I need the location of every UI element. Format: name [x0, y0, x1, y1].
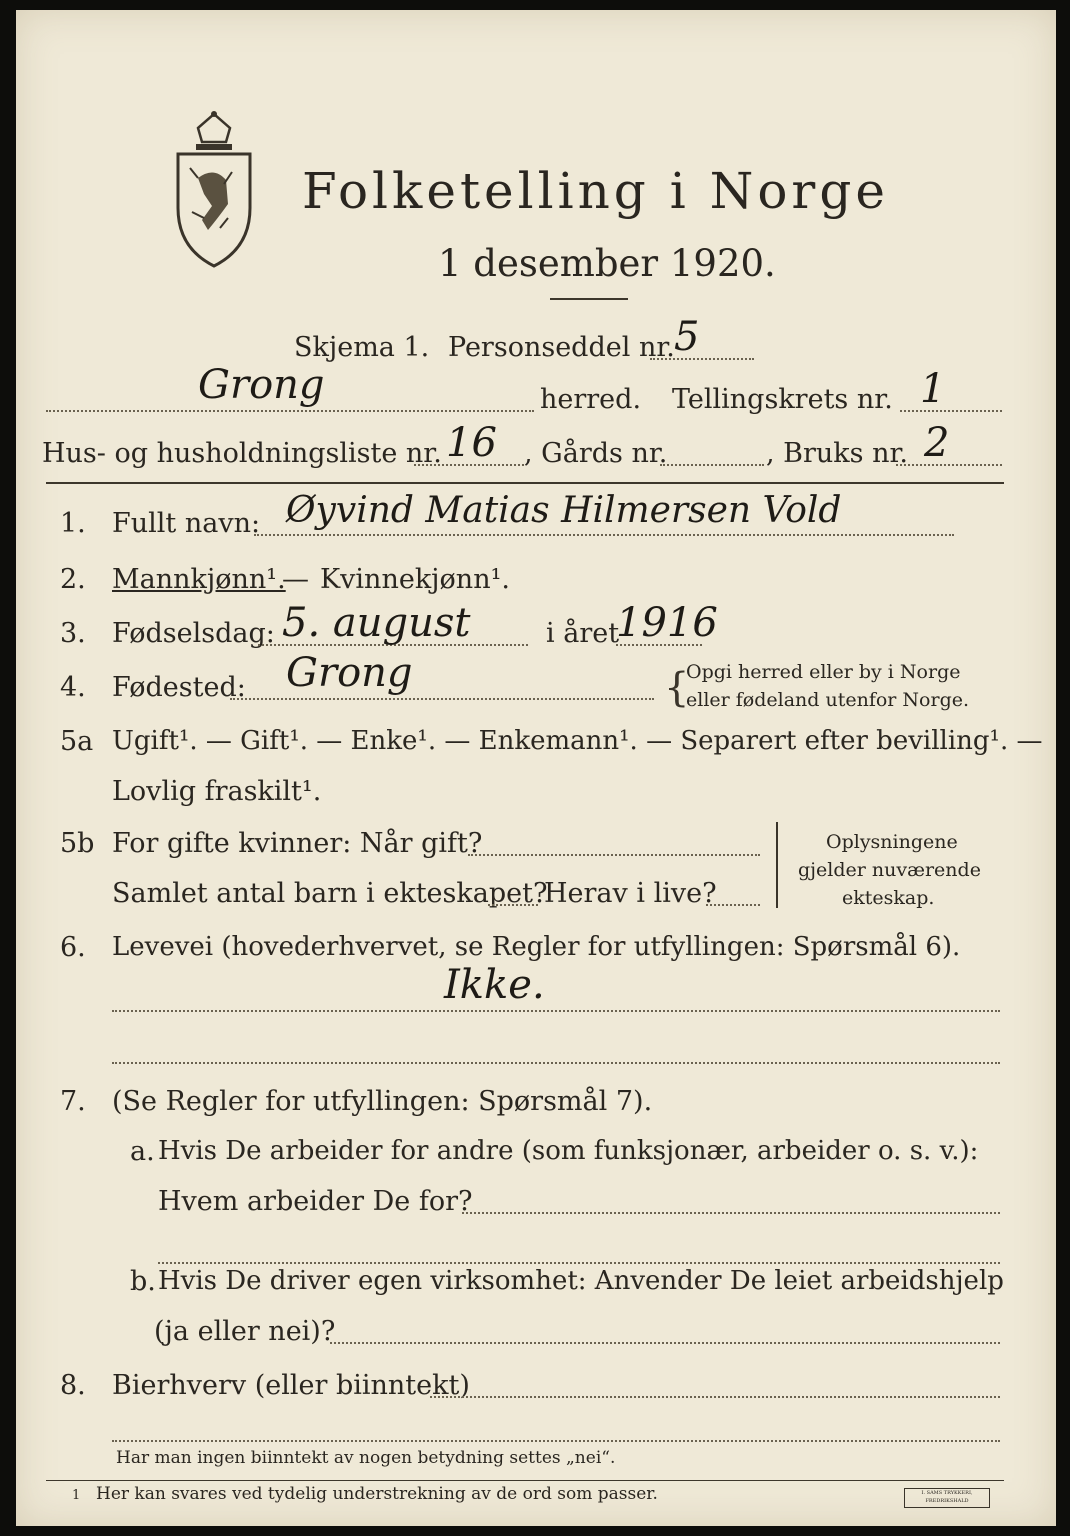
q7b-line-answer	[330, 1342, 1000, 1344]
q7a-line-answer-2	[158, 1262, 1000, 1264]
gards-label: , Gårds nr.	[524, 438, 668, 469]
tellingskrets-value: 1	[920, 366, 946, 412]
q2-female: Kvinnekjønn¹.	[320, 564, 510, 595]
form-title: Folketelling i Norge	[302, 162, 889, 220]
q6-line-1	[112, 1010, 1000, 1012]
q2-number: 2.	[60, 564, 86, 595]
q4-brace: {	[664, 665, 690, 711]
q3-value: 5. august	[282, 600, 471, 646]
q1-line	[254, 534, 954, 536]
q5b-line-2	[488, 904, 538, 906]
q5b-line-1	[468, 854, 760, 856]
q1-number: 1.	[60, 508, 86, 539]
q8-label: Bierhverv (eller biinntekt)	[112, 1370, 470, 1401]
footer-note: Har man ingen biinntekt av nogen betydning settes „nei“.	[116, 1448, 616, 1468]
q4-note-2: eller fødeland utenfor Norge.	[686, 689, 970, 711]
gards-line	[660, 464, 764, 466]
q5b-note-1: Oplysningene	[826, 831, 958, 853]
footnote-number: 1	[72, 1488, 81, 1503]
personseddel-label: Personseddel nr.	[448, 332, 675, 363]
q5b-number: 5b	[60, 828, 95, 859]
tellingskrets-label: Tellingskrets nr.	[672, 384, 893, 415]
q7-number: 7.	[60, 1086, 86, 1117]
q5a-line-2: Lovlig fraskilt¹.	[112, 776, 322, 807]
q3-number: 3.	[60, 618, 86, 649]
q5b-note-2: gjelder nuværende	[798, 859, 981, 881]
q1-value: Øyvind Matias Hilmersen Vold	[286, 490, 842, 531]
q7a-line-2: Hvem arbeider De for?	[158, 1186, 473, 1217]
q5a-line-1: Ugift¹. — Gift¹. — Enke¹. — Enkemann¹. — Separert efter bevilling¹. —	[112, 726, 1043, 756]
q6-line-2	[112, 1062, 1000, 1064]
q4-label: Fødested:	[112, 672, 246, 703]
q3-year-value: 1916	[616, 600, 718, 646]
q3-year-label: i året	[546, 618, 620, 649]
q4-value: Grong	[286, 650, 413, 696]
herred-label: herred.	[540, 384, 642, 415]
q7b-number: b.	[130, 1266, 156, 1297]
header-divider	[46, 482, 1004, 484]
q6-number: 6.	[60, 932, 86, 963]
bruks-label: , Bruks nr.	[766, 438, 909, 469]
printer-stamp: I. SAMS TRYKKERI, FREDRIKSHALD	[904, 1488, 990, 1508]
footnote-divider	[46, 1480, 1004, 1481]
q7a-line-answer	[462, 1212, 1000, 1214]
tellingskrets-line	[900, 410, 1002, 412]
q4-number: 4.	[60, 672, 86, 703]
q5b-label-3: Herav i live?	[544, 878, 717, 909]
q7b-line-1: Hvis De driver egen virksomhet: Anvender De leiet arbeidshjelp	[158, 1266, 1004, 1296]
census-form	[16, 10, 1056, 1526]
q4-line	[230, 698, 654, 700]
q2-male: Mannkjønn¹.	[112, 564, 286, 595]
hus-label: Hus- og husholdningsliste nr.	[42, 438, 442, 469]
census-date: 1 desember 1920.	[438, 242, 776, 285]
q5b-label-2: Samlet antal barn i ekteskapet?	[112, 878, 548, 909]
q7-label: (Se Regler for utfyllingen: Spørsmål 7).	[112, 1086, 653, 1117]
q5b-bracket	[776, 822, 782, 908]
q8-line-1	[430, 1396, 1000, 1398]
q5b-note-3: ekteskap.	[842, 887, 935, 909]
q3-label: Fødselsdag:	[112, 618, 275, 649]
coat-of-arms-icon	[168, 108, 260, 268]
q5b-line-3	[706, 904, 760, 906]
bruks-value: 2	[924, 420, 950, 466]
personseddel-value: 5	[674, 314, 700, 360]
q4-note-1: Opgi herred eller by i Norge	[686, 661, 961, 683]
herred-line	[46, 410, 534, 412]
q8-number: 8.	[60, 1370, 86, 1401]
q1-label: Fullt navn:	[112, 508, 261, 539]
q8-line-2	[112, 1440, 1000, 1442]
q6-value: Ikke.	[444, 962, 545, 1008]
q7a-line-1: Hvis De arbeider for andre (som funksjonær, arbeider o. s. v.):	[158, 1136, 979, 1166]
q5a-number: 5a	[60, 726, 94, 757]
title-divider	[550, 298, 628, 300]
q2-sep: —	[282, 564, 309, 595]
personseddel-line	[650, 358, 754, 360]
skjema-label: Skjema 1.	[294, 332, 430, 363]
q5b-label-1: For gifte kvinner: Når gift?	[112, 828, 483, 859]
footnote-text: Her kan svares ved tydelig understrekning av de ord som passer.	[96, 1484, 658, 1504]
q7a-number: a.	[130, 1136, 155, 1167]
hus-value: 16	[446, 420, 497, 466]
herred-value: Grong	[198, 362, 325, 408]
q6-label: Levevei (hovederhvervet, se Regler for utfyllingen: Spørsmål 6).	[112, 932, 961, 962]
q7b-line-2: (ja eller nei)?	[154, 1316, 336, 1347]
